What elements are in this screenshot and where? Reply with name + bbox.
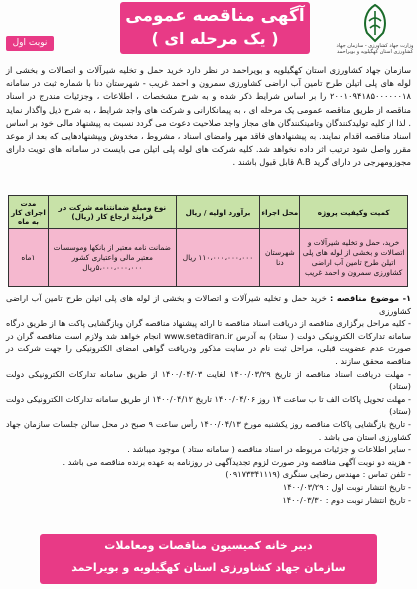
emblem-icon: [358, 3, 392, 43]
details-section: [6, 292, 411, 506]
cell-guarantee: ضمانت نامه معتبر از بانکها وموسسات معتبر مالی واعتباری کشور ۵،۰۰۰،۰۰۰،۰۰۰ریال: [48, 229, 176, 287]
table-row: [9, 229, 408, 287]
detail-ad-cost: - هزینه دو نوبت آگهی مناقصه ودر صورت لزوم تجدیدآگهی در روزنامه به عهده برنده مناقصه می باشد .: [62, 456, 411, 467]
logo-text: وزارت جهاد کشاورزی - سازمان جهاد کشاورزی استان کهگیلویه و بویراحمد: [336, 43, 414, 55]
detail-first-publish: - تاریخ انتشار نوبت اول : ۱۴۰۰/۰۳/۲۹: [282, 481, 411, 492]
cell-estimate: ۱۱۰،۰۰۰،۰۰۰،۰۰۰ ریال: [176, 229, 260, 287]
col-header-desc: کمیت وکیفیت پروژه: [300, 196, 408, 229]
footer-banner: [40, 534, 377, 584]
col-header-location: محل اجراء: [260, 196, 300, 229]
detail-registration: - کلیه مراحل برگزاری مناقصه از دریافت اسناد مناقصه تا ارائه پیشنهاد مناقصه گران وبازگشایی پاکت ها از طریق درگاه سامانه تدارکات الکترونیکی دولت ( ستاد) به آدرس www.setadiran.ir انجام خواهد شد ولازم است مناقصه گران در صورت عدم عضویت قبلی، مراحل ثبت نام در سایت مذکور ودریافت گواهی امضای الکترونیکی را جهت شرکت در مناقصه محقق سازند .: [6, 318, 411, 366]
subject-text: خرید حمل و تخلیه شیرآلات و اتصالات و بخشی از لوله های پلی اتیلن طرح تامین آب اراضی کشاورزی: [6, 293, 411, 316]
detail-second-publish: - تاریخ انتشار نوبت دوم : ۱۴۰۰/۰۳/۳۰: [282, 494, 411, 505]
logo: [336, 3, 414, 63]
tender-table: [8, 195, 408, 287]
title-banner: [120, 2, 310, 54]
col-header-estimate: برآورد اولیه / ریال: [176, 196, 260, 229]
detail-document-deadline: - مهلت دریافت اسناد مناقصه از تاریخ ۱۴۰۰/۰۳/۲۹ لغایت ۱۴۰۰/۰۴/۰۳ از طریق سامانه تدارکات الکترونیکی دولت (ستاد): [6, 368, 411, 392]
cell-desc: خرید، حمل و تخلیه شیرآلات و اتصالات و بخشی از لوله های پلی اتیلن طرح تامین آب اراضی کشاورزی سمرون و احمد غریب: [300, 229, 408, 287]
detail-phone: - تلفن تماس : مهندس رضایی سنگری (۰۹۱۷۳۳۴۱۱۱۹): [225, 469, 411, 480]
subject-label: ۱- موضوع مناقصه :: [330, 293, 411, 303]
cell-location: شهرستان دنا: [260, 229, 300, 287]
title-line-1: آگهی مناقصه عمومی: [125, 6, 305, 26]
header: [0, 0, 417, 62]
detail-submission-deadline: - مهلت تحویل پاکات الف تا ب ساعت ۱۴ روز ۱۴۰۰/۰۴/۰۶ تاریخ ۱۴۰۰/۰۴/۱۲ از طریق سامانه تدارکات الکترونیکی دولت (ستاد): [6, 393, 411, 417]
title-line-2: ( یک مرحله ای ): [151, 29, 279, 48]
cell-duration: ۱ماه: [9, 229, 49, 287]
col-header-duration: مدت اجرای کار به ماه: [9, 196, 49, 229]
detail-opening-date: - تاریخ بازگشایی پاکات مناقصه روز یکشنبه مورخ ۱۴۰۰/۰۴/۱۳ رأس ساعت ۹ صبح در محل سالن جلسات سازمان جهاد کشاورزی استان می باشد .: [6, 418, 412, 442]
footer-line-1: دبیر خانه کمیسیون مناقصات ومعاملات: [104, 539, 313, 552]
intro-paragraph: سازمان جهاد کشاورزی استان کهگیلویه و بویراحمد در نظر دارد خرید حمل و تخلیه شیرآلات و اتصالات و بخشی از لوله های پلی اتیلن طرح تامین آب اراضی کشاورزی سمرون و احمد غریب - شهرستان دنا با شماره ثبت در سامانه ۲۰۰۱۰۹۴۱۸۵۰۰۰۰۰۰۱۸ را بر اساس شرایط ذکر شده و به شرح مشخصات ، اطلاعات ، وجزئیات مندرج در اسناد مناقصه از طریق مناقصه عمومی یک مرحله ای ، به پیمانکارانی و شرکت های واجد شرایط ، به شرح ذیل واگذار نماید . لذا از کلیه تولیدکنندگان وتامینکنندگان های مجاز واجد صلاحیت دعوت می گردد نسبت به پیشنهاد مالی خود بر اساس اسناد مناقصه اقدام نمایند. به پیشنهادهای فاقد مهر وامضای اسناد ، مشروط ، مخدوش ویپشنهادهایی که بعد از موعد مقرر واصل شود ترتیب اثر داده نخواهد شد. کلیه شرکت های لوله پلی اتیلن می بایست در سامانه های تویت دارای مجوزومهرجی در دارای گرید A.B قابل قبول باشند .: [6, 65, 411, 168]
col-header-guarantee: نوع ومبلغ ضمانتنامه شرکت در فرایند ارجاع کار (ریال): [48, 196, 176, 229]
detail-other-info: - سایر اطلاعات و جزئیات مربوطه در اسناد مناقصه ( سامانه ستاد ) موجود میباشد .: [127, 444, 411, 455]
footer-line-2: سازمان جهاد کشاورزی استان کهگیلویه و بویراحمد: [71, 561, 346, 574]
nobat-badge: نوبت اول: [6, 36, 54, 51]
